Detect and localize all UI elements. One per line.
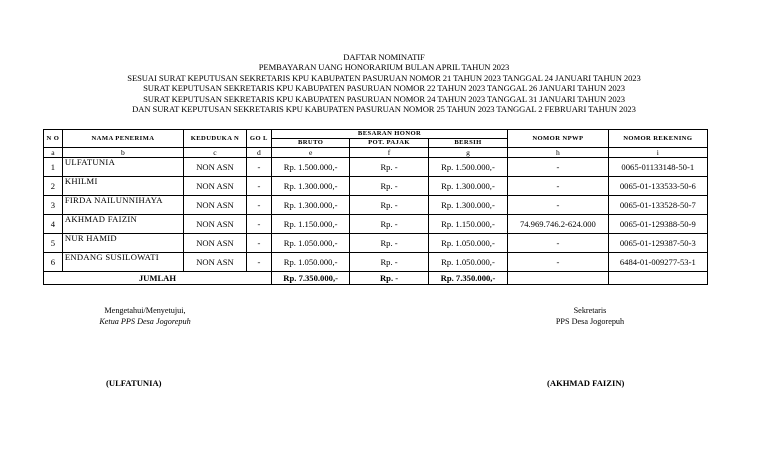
header-gol: GO L	[246, 130, 271, 148]
signatory-name-left: (ULFATUNIA)	[106, 378, 162, 388]
cell-bersih: Rp. 1.050.000,-	[428, 234, 507, 253]
cell-bruto: Rp. 1.500.000,-	[271, 158, 349, 177]
column-letter: f	[350, 148, 428, 158]
cell-bersih: Rp. 1.050.000,-	[428, 253, 507, 272]
cell-no: 1	[44, 158, 63, 177]
cell-pajak: Rp. -	[350, 253, 428, 272]
cell-gol: -	[246, 215, 271, 234]
header-no: N O	[44, 130, 63, 148]
table-row	[44, 196, 708, 215]
cell-nama: NUR HAMID	[62, 234, 183, 253]
cell-rekening: 0065-01-133528-50-7	[608, 196, 707, 215]
column-letter: c	[184, 148, 247, 158]
column-letter: d	[246, 148, 271, 158]
cell-rekening: 0065-01-129387-50-3	[608, 234, 707, 253]
nominative-table	[43, 129, 708, 285]
cell-no: 2	[44, 177, 63, 196]
cell-pajak: Rp. -	[350, 196, 428, 215]
cell-rekening: 0065-01133148-50-1	[608, 158, 707, 177]
cell-npwp: -	[508, 158, 608, 177]
header-decree-3: SURAT KEPUTUSAN SEKRETARIS KPU KABUPATEN PASURUAN NOMOR 24 TAHUN 2023 TANGGAL 31 JANUARI TAHUN 2023	[143, 93, 625, 104]
total-empty	[508, 272, 608, 285]
cell-npwp: -	[508, 196, 608, 215]
cell-nama: ENDANG SUSILOWATI	[62, 253, 183, 272]
cell-no: 3	[44, 196, 63, 215]
signature-left-line1: Mengetahui/Menyetujui,	[104, 306, 186, 315]
cell-nama: FIRDA NAILUNNIHAYA	[62, 196, 183, 215]
cell-bersih: Rp. 1.300.000,-	[428, 196, 507, 215]
column-letter: h	[508, 148, 608, 158]
cell-kedudukan: NON ASN	[184, 234, 247, 253]
total-row	[44, 272, 708, 285]
cell-gol: -	[246, 234, 271, 253]
signature-block-left	[80, 305, 210, 327]
signature-right-line1: Sekretaris	[573, 306, 607, 315]
total-empty	[608, 272, 707, 285]
cell-rekening: 6484-01-009277-53-1	[608, 253, 707, 272]
cell-pajak: Rp. -	[350, 158, 428, 177]
cell-no: 5	[44, 234, 63, 253]
header-title: DAFTAR NOMINATIF	[343, 52, 425, 62]
cell-rekening: 0065-01-133533-50-6	[608, 177, 707, 196]
cell-npwp: 74.969.746.2-624.000	[508, 215, 608, 234]
header-decree-2: SURAT KEPUTUSAN SEKRETARIS KPU KABUPATEN PASURUAN NOMOR 22 TAHUN 2023 TANGGAL 26 JANUARI TAHUN 2023	[143, 83, 625, 94]
cell-nama: KHILMI	[62, 177, 183, 196]
cell-gol: -	[246, 196, 271, 215]
total-bruto: Rp. 7.350.000,-	[271, 272, 349, 285]
signatory-name-right: (AKHMAD FAIZIN)	[547, 378, 625, 388]
cell-npwp: -	[508, 177, 608, 196]
cell-rekening: 0065-01-129388-50-9	[608, 215, 707, 234]
header-kedudukan: KEDUDUKA N	[184, 130, 247, 148]
column-letter: b	[62, 148, 183, 158]
table-row	[44, 158, 708, 177]
cell-bersih: Rp. 1.500.000,-	[428, 158, 507, 177]
signature-left-line2: Ketua PPS Desa Jogorepuh	[99, 317, 191, 326]
cell-gol: -	[246, 158, 271, 177]
document-header	[0, 52, 768, 114]
table-row	[44, 177, 708, 196]
header-pajak: POT. PAJAK	[350, 139, 428, 148]
table-row	[44, 253, 708, 272]
column-letter: a	[44, 148, 63, 158]
total-pajak: Rp. -	[350, 272, 428, 285]
cell-bruto: Rp. 1.300.000,-	[271, 177, 349, 196]
cell-bruto: Rp. 1.150.000,-	[271, 215, 349, 234]
header-nama: NAMA PENERIMA	[62, 130, 183, 148]
header-decree-1: SESUAI SURAT KEPUTUSAN SEKRETARIS KPU KABUPATEN PASURUAN NOMOR 21 TAHUN 2023 TANGGAL 24 JANUARI TAHUN 2023	[127, 72, 641, 83]
cell-kedudukan: NON ASN	[184, 177, 247, 196]
signature-right-line2: PPS Desa Jogorepuh	[555, 317, 625, 326]
header-besaran: BESARAN HONOR	[271, 130, 507, 139]
cell-kedudukan: NON ASN	[184, 253, 247, 272]
column-letter: e	[271, 148, 349, 158]
cell-pajak: Rp. -	[350, 234, 428, 253]
table-row	[44, 215, 708, 234]
header-bruto: BRUTO	[271, 139, 349, 148]
column-letter: i	[608, 148, 707, 158]
header-rekening: NOMOR REKENING	[608, 130, 707, 148]
cell-kedudukan: NON ASN	[184, 215, 247, 234]
cell-bersih: Rp. 1.150.000,-	[428, 215, 507, 234]
cell-gol: -	[246, 177, 271, 196]
table-row	[44, 234, 708, 253]
header-npwp: NOMOR NPWP	[508, 130, 608, 148]
cell-bersih: Rp. 1.300.000,-	[428, 177, 507, 196]
cell-bruto: Rp. 1.050.000,-	[271, 234, 349, 253]
header-bersih: BERSIH	[428, 139, 507, 148]
total-label: JUMLAH	[44, 272, 272, 285]
cell-pajak: Rp. -	[350, 215, 428, 234]
cell-nama: AKHMAD FAIZIN	[62, 215, 183, 234]
cell-kedudukan: NON ASN	[184, 196, 247, 215]
cell-no: 6	[44, 253, 63, 272]
signature-block-right	[530, 305, 650, 327]
total-bersih: Rp. 7.350.000,-	[428, 272, 507, 285]
cell-npwp: -	[508, 253, 608, 272]
column-letters-row	[44, 148, 708, 158]
cell-nama: ULFATUNIA	[62, 158, 183, 177]
cell-no: 4	[44, 215, 63, 234]
cell-pajak: Rp. -	[350, 177, 428, 196]
header-decree-4: DAN SURAT KEPUTUSAN SEKRETARIS KPU KABUPATEN PASURUAN NOMOR 25 TAHUN 2023 TANGGAL 2 FEBRUARI TAHUN 2023	[132, 104, 636, 115]
cell-bruto: Rp. 1.300.000,-	[271, 196, 349, 215]
cell-kedudukan: NON ASN	[184, 158, 247, 177]
cell-npwp: -	[508, 234, 608, 253]
cell-bruto: Rp. 1.050.000,-	[271, 253, 349, 272]
header-subtitle: PEMBAYARAN UANG HONORARIUM BULAN APRIL TAHUN 2023	[258, 62, 510, 73]
column-letter: g	[428, 148, 507, 158]
cell-gol: -	[246, 253, 271, 272]
